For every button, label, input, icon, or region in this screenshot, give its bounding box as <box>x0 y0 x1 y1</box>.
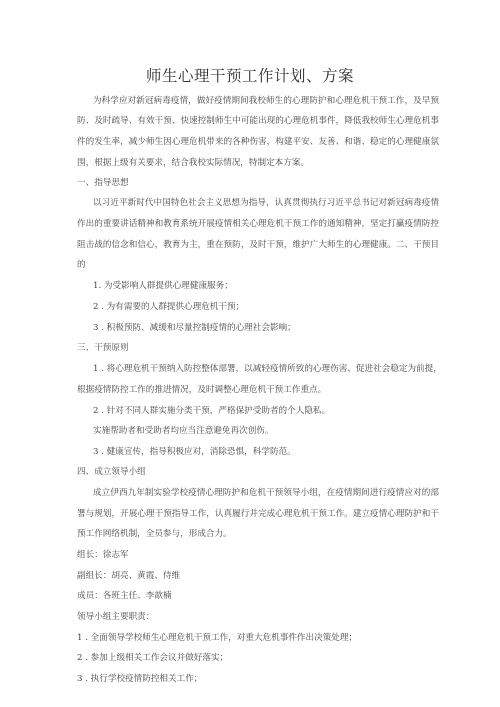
paragraph-line: 一、指导思想 <box>77 178 129 188</box>
paragraph-line: 作出的重要讲话精神和教育系统开展疫情相关心理危机干预工作的通知精神，坚定打赢疫情防控 <box>77 219 439 229</box>
paragraph-line: 三、干预原则 <box>77 343 129 353</box>
paragraph-line: 实施帮助者和受助者均应当注意避免再次创伤。 <box>93 426 274 436</box>
paragraph-line: 根据疫情防控工作的推进情况，及时调整心理危机干预工作重点。 <box>77 385 327 395</box>
paragraph-line: 围，根据上级有关要求，结合我校实际情况，特制定本方案。 <box>77 158 310 168</box>
paragraph-line: 为科学应对新冠病毒疫情，做好疫情期间我校师生的心理防护和心理危机干预工作，及早预 <box>93 96 439 106</box>
paragraph-line: 预工作网络机制，全员参与，形成合力。 <box>77 529 232 539</box>
paragraph-line: 阻击战的信念和信心，教育为主，重在预防，及时干预，维护广大师生的心理健康。二、干预目 <box>77 240 439 250</box>
paragraph-line: 件的发生率，减少师生因心理危机带来的各种伤害，构建平安、友善、和谐、稳定的心理健康氛 <box>77 137 439 147</box>
paragraph-line: 1 . 将心理危机干预纳入防控整体部署，以减轻疫情所致的心理伤害、促进社会稳定为前提， <box>93 364 442 374</box>
paragraph-line: 成员：各班主任、李歆楠 <box>77 591 172 601</box>
paragraph-line: 1. 为受影响人群提供心理健康服务； <box>93 281 233 291</box>
paragraph-line: 领导小组主要职责： <box>77 612 155 622</box>
paragraph-line: 副组长：胡亮、黄霞、侍维 <box>77 571 181 581</box>
paragraph-line: 组长：徐志军 <box>77 550 129 560</box>
paragraph-line: 成立伊西九年制实验学校疫情心理防护和危机干预领导小组，在疫情期间进行疫情应对的部 <box>93 488 439 498</box>
paragraph-line: 以习近平新时代中国特色社会主义思想为指导，认真贯彻执行习近平总书记对新冠病毒疫情 <box>93 198 439 208</box>
paragraph-line: 的 <box>77 260 86 270</box>
document-title: 师生心理干预工作计划、方案 <box>145 67 354 85</box>
paragraph-line: 2 . 针对不同人群实施分类干预，严格保护受助者的个人隐私。 <box>93 406 331 416</box>
paragraph-line: 3 . 执行学校疫情防控相关工作； <box>77 674 203 684</box>
paragraph-line: 1 . 全面领导学校师生心理危机干预工作，对重大危机事件作出决策处理； <box>77 633 358 643</box>
paragraph-line: 3 . 健康宣传，指导积极应对，消除恐惧，科学防范。 <box>93 447 296 457</box>
paragraph-line: 3 . 积极预防、减缓和尽量控制疫情的心理社会影响； <box>93 323 296 333</box>
paragraph-line: 2 . 参加上级相关工作会议并做好落实； <box>77 653 229 663</box>
paragraph-line: 四、成立领导小组 <box>77 467 146 477</box>
paragraph-line: 署与规划，开展心理干预指导工作，认真履行并完成心理危机干预工作。建立疫情心理防护和干 <box>77 509 439 519</box>
paragraph-line: 防、及时疏导、有效干预、快速控制师生中可能出现的心理危机事件，降低我校师生心理危机事 <box>77 116 439 126</box>
paragraph-line: 2 . 为有需要的人群提供心理危机干预； <box>93 302 245 312</box>
